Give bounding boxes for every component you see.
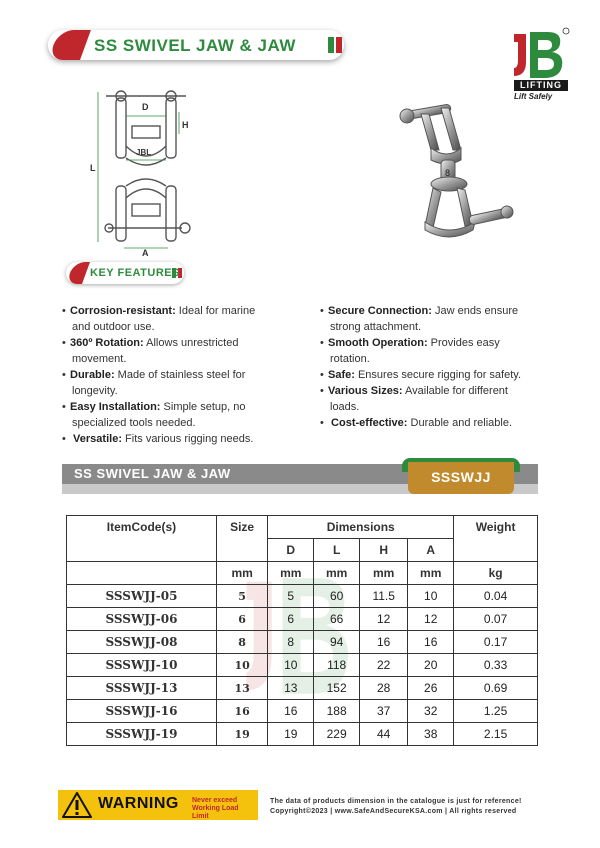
header-size: Size: [216, 516, 267, 562]
feature-item: • Cost-effective: Durable and reliable.: [320, 417, 513, 429]
item-code: SSSWJJ-16: [67, 700, 217, 723]
size-value: 16: [216, 700, 267, 723]
h-value: 16: [360, 631, 408, 654]
weight-value: 0.33: [454, 654, 538, 677]
d-value: 6: [268, 608, 314, 631]
table-row: [67, 677, 538, 700]
title-banner-green-stripe: [328, 37, 334, 53]
features-list-right: [320, 303, 560, 431]
unit-blank: [67, 562, 217, 585]
product-photo: [395, 94, 515, 244]
table-row: [67, 654, 538, 677]
feature-item: • Safe: Ensures secure rigging for safety.: [320, 369, 522, 381]
weight-value: 0.07: [454, 608, 538, 631]
unit-weight: kg: [454, 562, 538, 585]
product-code: SSSWJJ: [431, 469, 491, 485]
a-value: 12: [408, 608, 454, 631]
size-value: 10: [216, 654, 267, 677]
header-d: D: [268, 539, 314, 562]
feature-item: • Easy Installation: Simple setup, no specialized tools needed.: [62, 401, 246, 429]
feature-item: • Durable: Made of stainless steel for longevity.: [62, 369, 246, 397]
unit-d: mm: [268, 562, 314, 585]
a-value: 10: [408, 585, 454, 608]
header-l: L: [314, 539, 360, 562]
jb-logo-icon: [500, 26, 572, 82]
feature-item: • Smooth Operation: Provides easy rotation.: [320, 337, 500, 365]
table-row: [67, 608, 538, 631]
weight-value: 0.04: [454, 585, 538, 608]
h-value: 37: [360, 700, 408, 723]
unit-a: mm: [408, 562, 454, 585]
d-value: 13: [268, 677, 314, 700]
title-banner: [48, 30, 344, 60]
a-value: 38: [408, 723, 454, 746]
feature-item: • Corrosion-resistant: Ideal for marine and outdoor use.: [62, 305, 256, 333]
h-value: 28: [360, 677, 408, 700]
d-value: 8: [268, 631, 314, 654]
key-features-banner: [66, 262, 184, 284]
page-title: SS SWIVEL JAW & JAW: [94, 36, 296, 55]
weight-value: 2.15: [454, 723, 538, 746]
h-value: 12: [360, 608, 408, 631]
l-value: 188: [314, 700, 360, 723]
h-value: 11.5: [360, 585, 408, 608]
l-value: 60: [314, 585, 360, 608]
a-value: 26: [408, 677, 454, 700]
diagram-label-d: D: [142, 102, 149, 112]
d-value: 16: [268, 700, 314, 723]
d-value: 19: [268, 723, 314, 746]
size-value: 8: [216, 631, 267, 654]
diagram-label-h: H: [182, 120, 189, 130]
title-banner-red-stripe: [336, 37, 342, 53]
weight-value: 0.17: [454, 631, 538, 654]
unit-size: mm: [216, 562, 267, 585]
brand-tagline: Lift Safely: [514, 92, 553, 101]
d-value: 10: [268, 654, 314, 677]
a-value: 16: [408, 631, 454, 654]
svg-text:8: 8: [445, 168, 451, 178]
diagram-label-jbl: JBL: [136, 148, 152, 157]
weight-value: 1.25: [454, 700, 538, 723]
size-value: 13: [216, 677, 267, 700]
item-code: SSSWJJ-19: [67, 723, 217, 746]
item-code: SSSWJJ-05: [67, 585, 217, 608]
brand-name: LIFTING: [514, 80, 568, 91]
specifications-table: [66, 515, 538, 743]
l-value: 94: [314, 631, 360, 654]
key-features-heading: KEY FEATURES: [90, 267, 180, 279]
l-value: 118: [314, 654, 360, 677]
item-code: SSSWJJ-06: [67, 608, 217, 631]
l-value: 152: [314, 677, 360, 700]
table-row: [67, 723, 538, 746]
h-value: 44: [360, 723, 408, 746]
header-weight: Weight: [454, 516, 538, 562]
a-value: 20: [408, 654, 454, 677]
size-value: 19: [216, 723, 267, 746]
features-list-left: [62, 303, 302, 447]
d-value: 5: [268, 585, 314, 608]
technical-diagram: [86, 86, 206, 256]
warning-triangle-icon: [62, 792, 92, 818]
l-value: 229: [314, 723, 360, 746]
l-value: 66: [314, 608, 360, 631]
diagram-label-l: L: [90, 163, 96, 173]
item-code: SSSWJJ-08: [67, 631, 217, 654]
size-value: 6: [216, 608, 267, 631]
feature-item: • 360º Rotation: Allows unrestricted movement.: [62, 337, 239, 365]
footer-note: [270, 797, 550, 817]
table-row: [67, 700, 538, 723]
copyright-text: Copyright©2023 | www.SafeAndSecureKSA.com | All rights reserved: [270, 808, 517, 815]
table-row: [67, 585, 538, 608]
section-title: SS SWIVEL JAW & JAW: [74, 466, 231, 481]
weight-value: 0.69: [454, 677, 538, 700]
warning-note: Never exceed Working Load Limit: [192, 797, 239, 820]
header-item-code: ItemCode(s): [67, 516, 217, 562]
h-value: 22: [360, 654, 408, 677]
unit-h: mm: [360, 562, 408, 585]
brand-logo: [500, 26, 572, 102]
table-row: [67, 631, 538, 654]
a-value: 32: [408, 700, 454, 723]
header-a: A: [408, 539, 454, 562]
size-value: 5: [216, 585, 267, 608]
unit-l: mm: [314, 562, 360, 585]
warning-label: [58, 790, 258, 820]
item-code: SSSWJJ-10: [67, 654, 217, 677]
feature-item: • Various Sizes: Available for different loads.: [320, 385, 508, 413]
feature-item: • Versatile: Fits various rigging needs.: [62, 433, 254, 445]
feature-item: • Secure Connection: Jaw ends ensure strong attachment.: [320, 305, 519, 333]
diagram-label-a: A: [142, 248, 149, 256]
header-h: H: [360, 539, 408, 562]
item-code: SSSWJJ-13: [67, 677, 217, 700]
section-header-bar: [62, 458, 538, 496]
warning-word: WARNING: [98, 795, 179, 812]
disclaimer-text: The data of products dimension in the catalogue is just for reference!: [270, 798, 522, 805]
header-dimensions: Dimensions: [268, 516, 454, 539]
